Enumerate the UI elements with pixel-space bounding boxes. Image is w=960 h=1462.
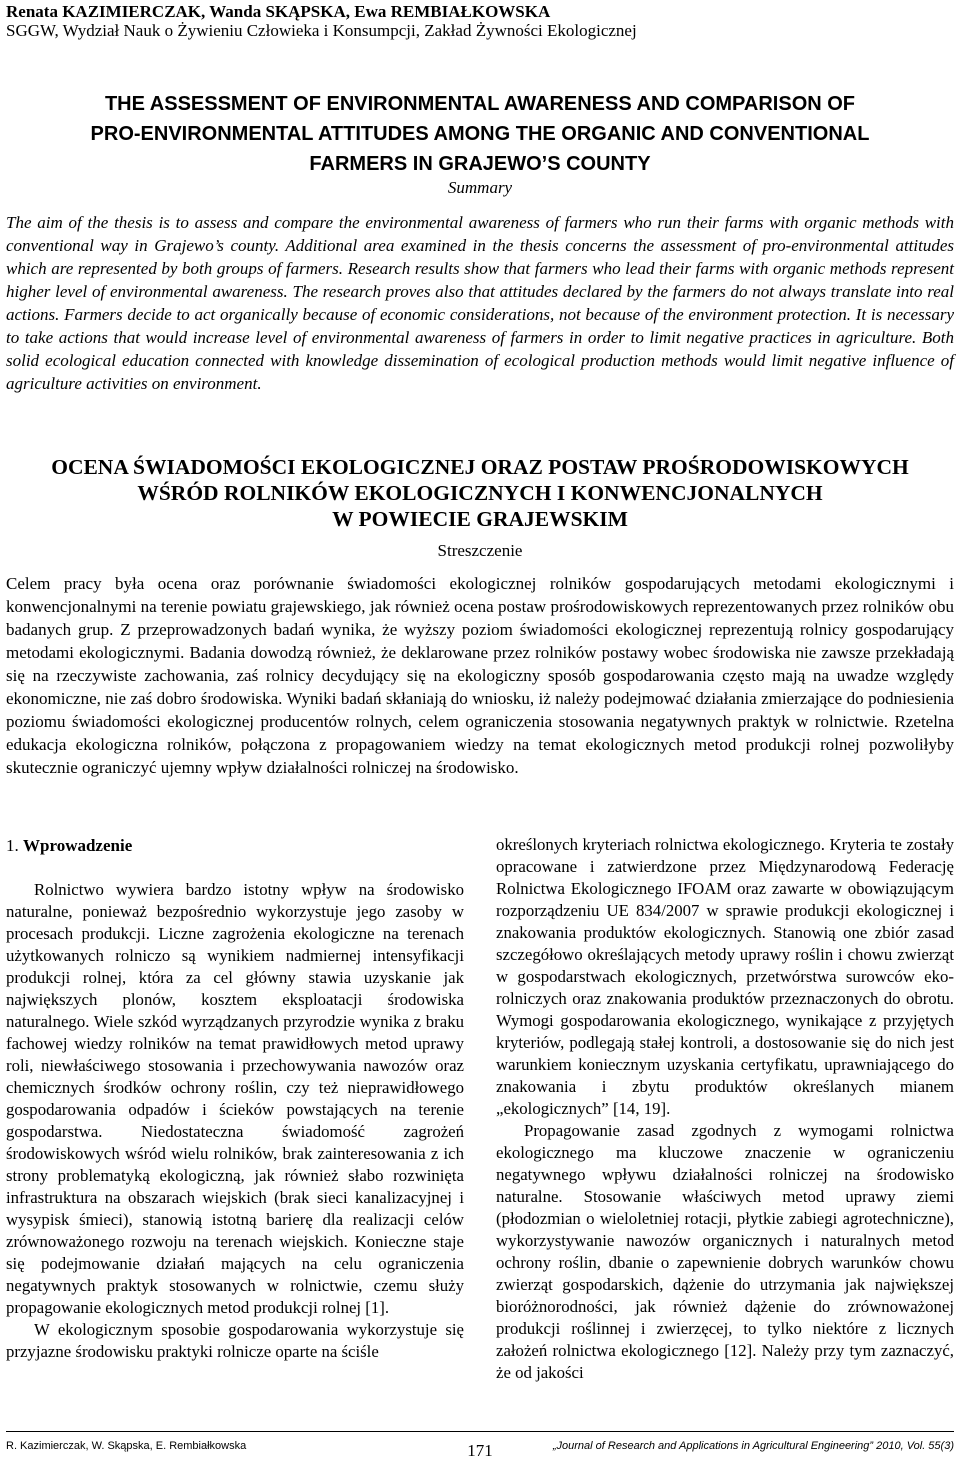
polish-title-line-1: OCENA ŚWIADOMOŚCI EKOLOGICZNEJ ORAZ POSTAW PROŚRODOWISKOWYCH	[51, 455, 909, 479]
section-number: 1.	[6, 836, 19, 855]
authors-line: Renata KAZIMIERCZAK, Wanda SKĄPSKA, Ewa REMBIAŁKOWSKA	[6, 2, 551, 21]
footer-authors: R. Kazimierczak, W. Skąpska, E. Rembiałkowska	[6, 1440, 247, 1452]
english-title-line-2: PRO-ENVIRONMENTAL ATTITUDES AMONG THE ORGANIC AND CONVENTIONAL	[90, 123, 870, 145]
footer-divider	[6, 1431, 954, 1432]
summary-heading: Summary	[447, 178, 513, 197]
english-title-line-3: FARMERS IN GRAJEWO’S COUNTY	[309, 153, 651, 175]
affiliation-line: SGGW, Wydział Nauk o Żywieniu Człowieka i Konsumpcji, Zakład Żywności Ekologicznej	[6, 21, 637, 40]
page-number: 171	[467, 1441, 493, 1460]
english-title-line-1: THE ASSESSMENT OF ENVIRONMENTAL AWARENESS AND COMPARISON OF	[104, 93, 856, 115]
streszczenie-heading: Streszczenie	[437, 541, 523, 560]
polish-title-line-3: W POWIECIE GRAJEWSKIM	[332, 507, 628, 531]
section-heading	[6, 835, 132, 857]
polish-title-line-2: WŚRÓD ROLNIKÓW EKOLOGICZNYCH I KONWENCJONALNYCH	[137, 481, 823, 505]
left-paragraph-1: Rolnictwo wywiera bardzo istotny wpływ na środowisko naturalne, ponieważ bezpośrednio wykorzystuje jego zasoby w procesach produkcji. Liczne zagrożenia ekologiczne na terenach użytkowanych rolniczo są wynikiem nadmiernej intensyfikacji produkcji rolnej, która za cel główny stawia uzyskanie jak największych plonów, kosztem eksploatacji środowiska naturalnego. Wiele szkód wyrządzanych przyrodzie wynika z braku fachowej wiedzy rolników na temat prawidłowych metod uprawy roli, niewłaściwego stosowania i przechowywania nawozów oraz chemicznych środków ochrony roślin, czy też nieprawidłowego gospodarowania odpadów i ścieków powstających na terenie gospodarstwa. Niedostateczna świadomość zagrożeń środowiskowych wśród wielu rolników, brak zainteresowania z ich strony problematyką ekologiczną, jak również słabo rozwinięta infrastruktura na obszarach wiejskich (brak sieci kanalizacyjnej i wysypisk śmieci), stanowią istotną barierę dla realizacji celów zrównoważonego rozwoju na terenach wiejskich. Konieczne staje się podejmowanie działań mających na celu ograniczenia negatywnych praktyk stosowanych w rolnictwie, czemu służy propagowanie ekologicznych metod produkcji rolnej [1].	[6, 880, 464, 1317]
english-title	[0, 89, 960, 179]
left-paragraph-2: W ekologicznym sposobie gospodarowania wykorzystuje się przyjazne środowisku praktyki rolnicze oparte na ściśle	[6, 1320, 464, 1361]
right-paragraph-2: Propagowanie zasad zgodnych z wymogami rolnictwa ekologicznego ma kluczowe znaczenie w ograniczeniu negatywnego wpływu działalności rolniczej na środowisko naturalne. Stosowanie właściwych metod uprawy ziemi (płodozmian o wieloletniej rotacji, płytkie zabiegi agrotechniczne), wykorzystywanie nawozów organicznych i naturalnych metod ochrony roślin, dbanie o zapewnienie dobrych warunków chowu zwierząt gospodarskich, dążenie do utrzymania jak największej bioróżnorodności, jak również dążenie do zrównoważonej produkcji roślinnej i zwierzęcej, to tylko niektóre z licznych założeń rolnictwa ekologicznego [12]. Należy przy tym zaznaczyć, że od jakości	[496, 1121, 954, 1382]
footer-journal: „Journal of Research and Applications in Agricultural Engineering” 2010, Vol. 55(3)	[552, 1440, 954, 1452]
polish-summary-text: Celem pracy była ocena oraz porównanie świadomości ekologicznej rolników gospodarujących metodami ekologicznymi i konwencjonalnymi na terenie powiatu grajewskiego, jak również ocena postaw prośrodowiskowych reprezentowanych przez rolników obu badanych grup. Z przeprowadzonych badań wynika, że wyższy poziom świadomości ekologicznej reprezentują rolnicy gospodarujący metodami ekologicznymi. Badania dowodzą również, że deklarowane przez rolników postawy wobec środowiska nie zawsze przekładają się na rzeczywiste zachowania, zaś rolnicy decydujący się na ekologiczny sposób gospodarowania często mają na uwadze względy ekonomiczne, nie zaś dobro środowiska. Wyniki badań skłaniają do wniosku, iż należy podejmować działania zmierzające do podniesienia poziomu świadomości ekologicznej producentów rolnych, celem ograniczenia stosowania negatywnych praktyk w rolnictwie. Rzetelna edukacja ekologiczna rolników, połączona z propagowaniem wiedzy na temat ekologicznych metod produkcji rolnej pozwoliłyby skutecznie ograniczyć ujemny wpływ działalności rolniczej na środowisko.	[6, 574, 954, 777]
right-column	[496, 834, 954, 1384]
english-summary-text: The aim of the thesis is to assess and compare the environmental awareness of farmers who run their farms with organic methods with conventional way in Grajewo’s county. Additional area examined in the thesis concerns the assessment of pro-environmental attitudes which are represented by both groups of farmers. Research results show that farmers who lead their farms with organic methods represent higher level of environmental awareness. The research proves also that attitudes declared by the farmers do not always translate into real actions. Farmers decide to act organically because of economic considerations, not because of the environment protection. It is necessary to take actions that would increase level of environmental awareness of farmers in order to limit negative practices in agriculture. Both solid ecological education connected with knowledge dissemination of ecological production methods would limit negative influence of agriculture activities on environment.	[6, 213, 954, 393]
polish-title	[0, 454, 960, 532]
left-column	[6, 879, 464, 1363]
right-paragraph-1: określonych kryteriach rolnictwa ekologicznego. Kryteria te zostały opracowane i zatwierdzone przez Międzynarodową Federację Rolnictwa Ekologicznego IFOAM oraz zawarte w obowiązującym rozporządzeniu UE 834/2007 w sprawie produkcji ekologicznej i znakowania produktów ekologicznych. Stanowią one zbiór zasad szczegółowo określających metody uprawy roślin i chowu zwierząt w gospodarstwach ekologicznych, przetwórstwa surowców eko-rolniczych oraz znakowania produktów przeznaczonych do obrotu. Wymogi gospodarowania ekologicznego, wynikające z przyjętych kryteriów, podlegają stałej kontroli, a dostosowanie się do nich jest warunkiem koniecznym uzyskania certyfikatu, uprawniającego do znakowania i zbytu produktów określanych mianem „ekologicznych” [14, 19].	[496, 835, 954, 1118]
section-title: Wprowadzenie	[23, 836, 133, 855]
